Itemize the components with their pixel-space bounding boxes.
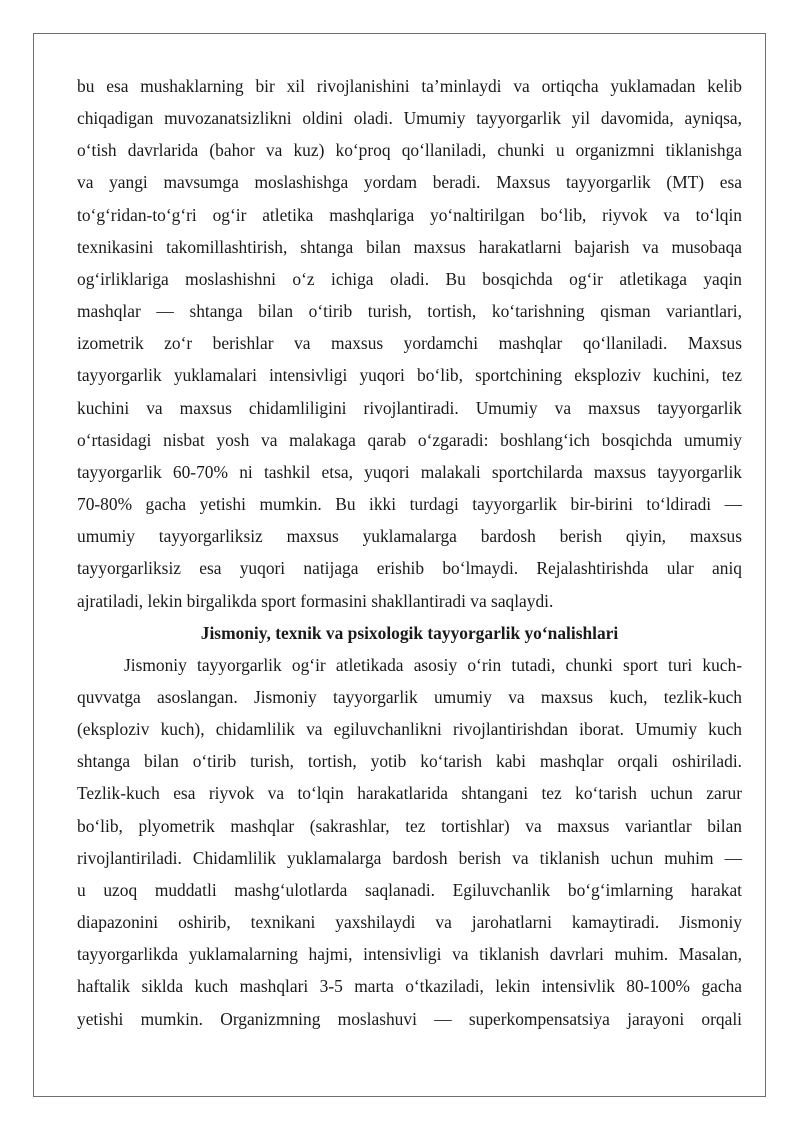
text-line: Tezlik-kuch esa riyvok va to‘lqin harakatlarida shtangani tez ko‘tarish uchun zarur (77, 783, 742, 804)
text-line: va yangi mavsumga moslashishga yordam beradi. Maxsus tayyorgarlik (MT) esa (77, 172, 742, 193)
text-line: o‘tish davrlarida (bahor va kuz) ko‘proq qo‘llaniladi, chunki u organizmni tiklanishga (77, 140, 742, 161)
text-line: Jismoniy tayyorgarlik og‘ir atletikada asosiy o‘rin tutadi, chunki sport turi kuch- (124, 654, 742, 675)
text-line: bu esa mushaklarning bir xil rivojlanishini ta’minlaydi va ortiqcha yuklamadan kelib (77, 76, 742, 96)
text-line: haftalik siklda kuch mashqlari 3-5 marta o‘tkaziladi, lekin intensivlik 80-100% gacha (77, 976, 742, 997)
text-line: ajratiladi, lekin birgalikda sport formasini shakllantiradi va saqlaydi. (77, 590, 554, 611)
paragraph-2 (77, 649, 742, 1035)
paragraph-1 (77, 70, 742, 617)
text-line: tayyorgarlik yuklamalari intensivligi yuqori bo‘lib, sportchining eksploziv kuchini, tez (77, 365, 742, 386)
text-line: umumiy tayyorgarliksiz maxsus yuklamalarga bardosh berish qiyin, maxsus (77, 526, 742, 547)
text-line: diapazonini oshirib, texnikani yaxshilaydi va jarohatlarni kamaytiradi. Jismoniy (77, 912, 742, 933)
section-heading: Jismoniy, texnik va psixologik tayyorgarlik yo‘nalishlari (200, 622, 619, 643)
text-line: izometrik zo‘r berishlar va maxsus yordamchi mashqlar qo‘llaniladi. Maxsus (77, 333, 742, 354)
text-line: to‘g‘ridan-to‘g‘ri og‘ir atletika mashqlariga yo‘naltirilgan bo‘lib, riyvok va to‘lqin (77, 204, 742, 225)
text-line: tayyorgarlik 60-70% ni tashkil etsa, yuqori malakali sportchilarda maxsus tayyorgarlik (77, 461, 742, 482)
text-line: 70-80% gacha yetishi mumkin. Bu ikki turdagi tayyorgarlik bir-birini to‘ldiradi — (77, 494, 742, 515)
text-line: (eksploziv kuch), chidamlilik va egiluvchanlikni rivojlantirishdan iborat. Umumiy kuch (77, 719, 742, 740)
text-line: kuchini va maxsus chidamliligini rivojlantiradi. Umumiy va maxsus tayyorgarlik (77, 397, 742, 418)
text-line: u uzoq muddatli mashg‘ulotlarda saqlanadi. Egiluvchanlik bo‘g‘imlarning harakat (77, 879, 742, 900)
text-line: chiqadigan muvozanatsizlikni oldini oladi. Umumiy tayyorgarlik yil davomida, ayniqsa, (77, 108, 742, 129)
text-line: bo‘lib, plyometrik mashqlar (sakrashlar, tez tortishlar) va maxsus variantlar bilan (77, 815, 742, 836)
text-line: tayyorgarliksiz esa yuqori natijaga erishib bo‘lmaydi. Rejalashtirishda ular aniq (77, 558, 742, 579)
text-line: mashqlar — shtanga bilan o‘tirib turish, tortish, ko‘tarishning qisman variantlari, (77, 301, 742, 322)
text-line: og‘irliklariga moslashishni o‘z ichiga oladi. Bu bosqichda og‘ir atletikaga yaqin (77, 268, 742, 289)
text-line: yetishi mumkin. Organizmning moslashuvi — superkompensatsiya jarayoni orqali (77, 1008, 742, 1029)
text-line: quvvatga asoslangan. Jismoniy tayyorgarlik umumiy va maxsus kuch, tezlik-kuch (77, 686, 742, 707)
document-body (77, 70, 742, 1035)
text-line: texnikasini takomillashtirish, shtanga bilan maxsus harakatlarni bajarish va musobaqa (77, 236, 742, 257)
text-line: o‘rtasidagi nisbat yosh va malakaga qarab o‘zgaradi: boshlang‘ich bosqichda umumiy (77, 429, 742, 450)
text-line: shtanga bilan o‘tirib turish, tortish, yotib ko‘tarish kabi mashqlar orqali oshiriladi. (77, 751, 742, 772)
text-line: tayyorgarlikda yuklamalarning hajmi, intensivligi va tiklanish davrlari muhim. Masalan, (77, 944, 742, 965)
text-line: rivojlantiriladi. Chidamlilik yuklamalarga bardosh berish va tiklanish uchun muhim — (77, 847, 742, 868)
